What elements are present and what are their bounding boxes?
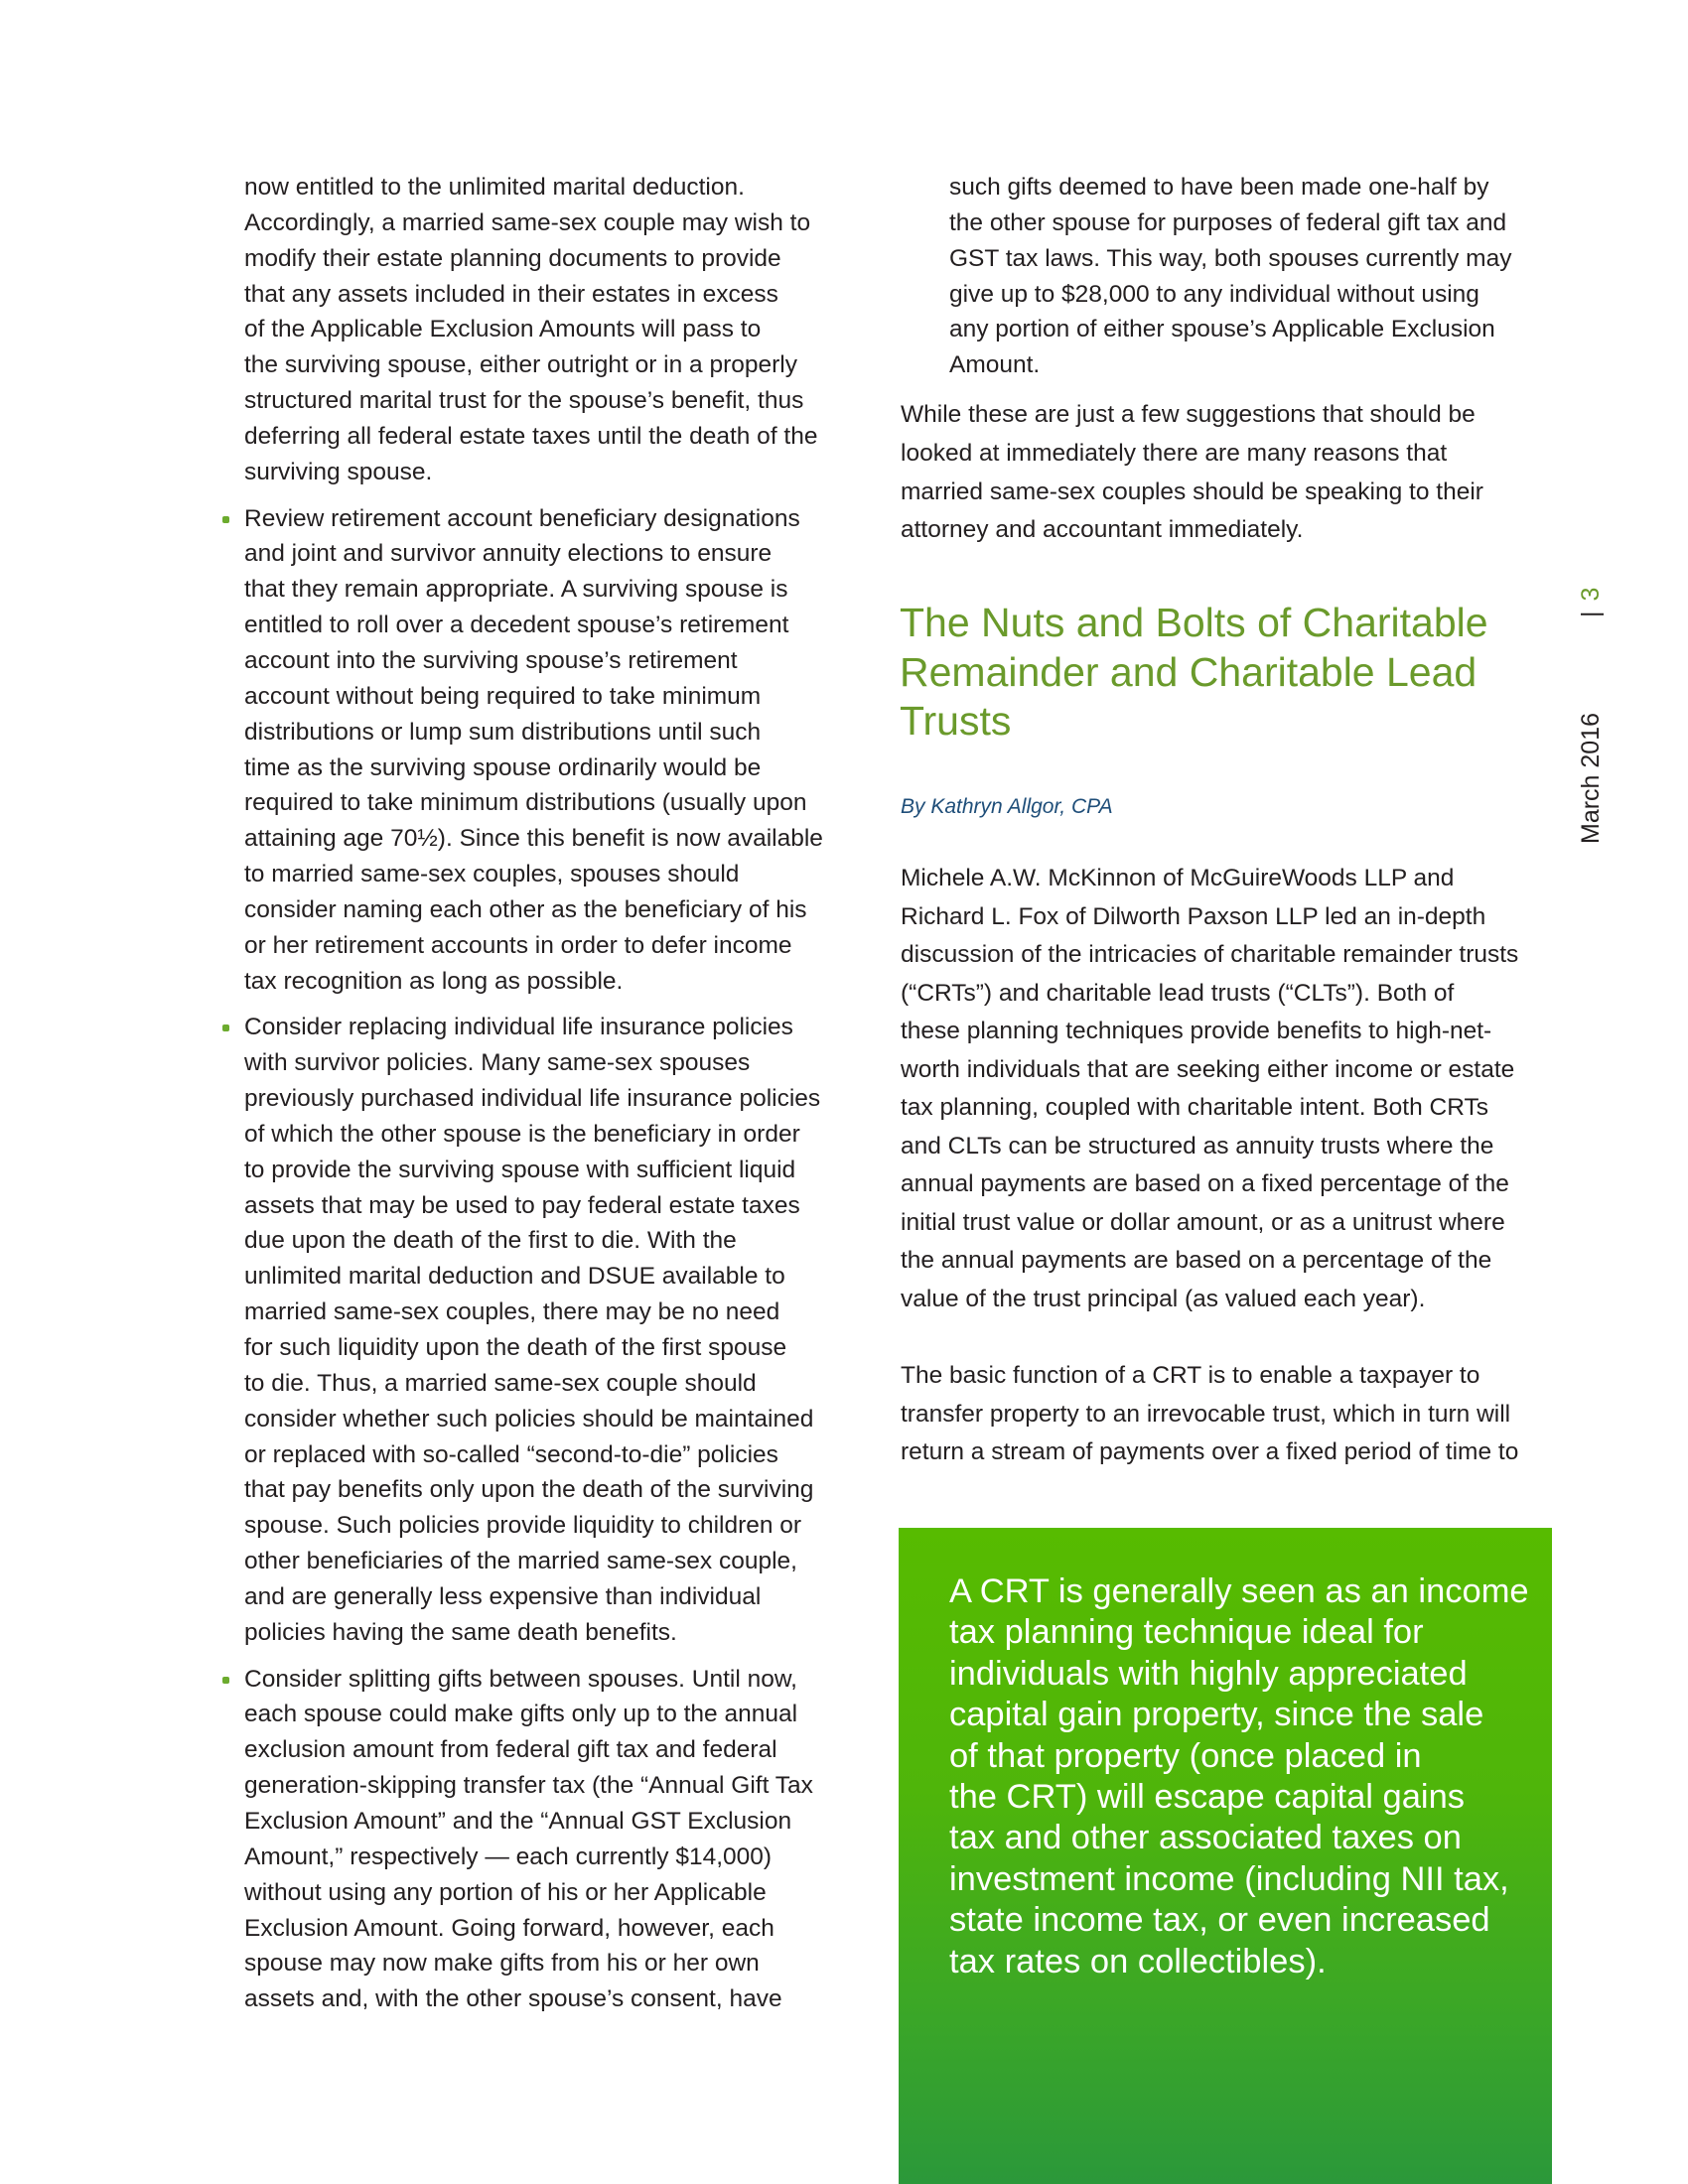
text-line: attaining age 70½). Since this benefit is now available — [244, 825, 823, 853]
text-line: tax planning, coupled with charitable intent. Both CRTs — [901, 1094, 1488, 1121]
text-line: Accordingly, a married same-sex couple may wish to — [244, 208, 811, 236]
text-line: The basic function of a CRT is to enable a taxpayer to — [901, 1362, 1480, 1389]
text-line: individuals with highly appreciated — [949, 1654, 1468, 1693]
text-line: worth individuals that are seeking either income or estate — [901, 1055, 1515, 1083]
text-line: (“CRTs”) and charitable lead trusts (“CLTs”). Both of — [901, 979, 1455, 1007]
byline: By Kathryn Allgor, CPA — [901, 795, 1113, 818]
article-title — [900, 599, 1488, 747]
text-line: transfer property to an irrevocable trust, which in turn will — [901, 1400, 1511, 1428]
bullet-icon — [222, 516, 229, 523]
text-line: tax rates on collectibles). — [949, 1942, 1327, 1980]
text-line: Exclusion Amount” and the “Annual GST Exclusion — [244, 1807, 792, 1835]
text-line: each spouse could make gifts only up to the annual — [244, 1701, 798, 1728]
text-line: without using any portion of his or her Applicable — [244, 1878, 767, 1906]
text-line: assets and, with the other spouse’s consent, have — [244, 1985, 782, 2013]
text-line: that any assets included in their estates in excess — [244, 280, 778, 308]
paragraph — [244, 170, 860, 490]
text-line: account without being required to take minimum — [244, 682, 762, 710]
text-line: the CRT) will escape capital gains — [949, 1778, 1466, 1817]
text-line: capital gain property, since the sale — [949, 1696, 1484, 1734]
text-line: Michele A.W. McKinnon of McGuireWoods LLP and — [901, 865, 1455, 891]
text-line: The Nuts and Bolts of Charitable — [900, 600, 1488, 645]
text-line: the other spouse for purposes of federal gift tax and — [949, 208, 1507, 236]
text-line: GST tax laws. This way, both spouses currently may — [949, 244, 1512, 272]
text-line: of which the other spouse is the beneficiary in order — [244, 1120, 800, 1148]
text-line: return a stream of payments over a fixed period of time to — [901, 1438, 1519, 1465]
text-line: Consider replacing individual life insurance policies — [244, 1014, 793, 1041]
separator: | — [1577, 611, 1605, 617]
pull-quote-text — [949, 1571, 1529, 1982]
text-line: annual payments are based on a fixed percentage of the — [901, 1170, 1509, 1197]
text-line: married same-sex couples, there may be no need — [244, 1298, 780, 1326]
text-line: consider whether such policies should be maintained — [244, 1405, 814, 1433]
text-line: Trusts — [900, 698, 1012, 744]
pull-quote-box — [899, 1528, 1552, 2184]
text-line: exclusion amount from federal gift tax and federal — [244, 1736, 777, 1764]
text-line: investment income (including NII tax, — [949, 1859, 1509, 1898]
text-line: for such liquidity upon the death of the first spouse — [244, 1334, 787, 1361]
text-line: value of the trust principal (as valued each year). — [901, 1285, 1426, 1312]
text-line: Richard L. Fox of Dilworth Paxson LLP led an in-depth — [901, 902, 1486, 930]
text-line: Review retirement account beneficiary designations — [244, 504, 800, 532]
text-line: tax recognition as long as possible. — [244, 967, 624, 995]
text-line: Exclusion Amount. Going forward, however, each — [244, 1914, 774, 1942]
text-line: the annual payments are based on a percentage of the — [901, 1247, 1492, 1274]
text-line: previously purchased individual life insurance policies — [244, 1085, 821, 1113]
text-line: tax planning technique ideal for — [949, 1613, 1424, 1652]
text-line: surviving spouse. — [244, 458, 433, 485]
bullet-item — [244, 1010, 860, 1650]
text-line: time as the surviving spouse ordinarily would be — [244, 753, 762, 781]
text-line: assets that may be used to pay federal estate taxes — [244, 1191, 800, 1219]
issue-date: March 2016 — [1577, 712, 1605, 844]
text-line: Remainder and Charitable Lead — [900, 648, 1477, 695]
text-line: now entitled to the unlimited marital deduction. — [244, 174, 745, 201]
text-line: While these are just a few suggestions that should be — [901, 401, 1476, 428]
text-line: account into the surviving spouse’s retirement — [244, 646, 738, 674]
text-line: to provide the surviving spouse with sufficient liquid — [244, 1156, 796, 1183]
article-paragraph-1 — [901, 860, 1518, 1318]
text-line: these planning techniques provide benefits to high-net- — [901, 1018, 1492, 1044]
text-line: spouse. Such policies provide liquidity to children or — [244, 1512, 802, 1540]
text-line: spouse may now make gifts from his or her own — [244, 1950, 760, 1978]
text-line: that they remain appropriate. A surviving spouse is — [244, 576, 788, 604]
text-line: looked at immediately there are many reasons that — [901, 439, 1448, 467]
text-line: give up to $28,000 to any individual without using — [949, 280, 1479, 308]
text-line: of the Applicable Exclusion Amounts will pass to — [244, 316, 762, 343]
text-line: with survivor policies. Many same-sex spouses — [244, 1049, 751, 1077]
text-line: or her retirement accounts in order to defer income — [244, 931, 792, 959]
text-line: other beneficiaries of the married same-sex couple, — [244, 1548, 797, 1575]
text-line: initial trust value or dollar amount, or as a unitrust where — [901, 1208, 1505, 1236]
text-line: entitled to roll over a decedent spouse’s retirement — [244, 612, 789, 639]
text-line: the surviving spouse, either outright or in a properly — [244, 351, 797, 379]
text-line: that pay benefits only upon the death of the surviving — [244, 1476, 814, 1504]
bullet-item — [244, 1662, 860, 2017]
text-line: unlimited marital deduction and DSUE available to — [244, 1263, 785, 1291]
text-line: tax and other associated taxes on — [949, 1819, 1462, 1857]
text-line: distributions or lump sum distributions until such — [244, 718, 762, 746]
text-line: A CRT is generally seen as an income — [949, 1572, 1529, 1610]
left-column — [244, 170, 860, 2028]
text-line: modify their estate planning documents to provide — [244, 244, 781, 272]
text-line: required to take minimum distributions (usually upon — [244, 789, 807, 817]
text-line: generation-skipping transfer tax (the “Annual Gift Tax — [244, 1772, 813, 1800]
text-line: structured marital trust for the spouse’s benefit, thus — [244, 387, 804, 415]
page-side-label — [1577, 588, 1606, 844]
text-line: and joint and survivor annuity elections to ensure — [244, 540, 773, 568]
text-line: policies having the same death benefits. — [244, 1618, 677, 1646]
closing-paragraph — [901, 396, 1483, 550]
text-line: discussion of the intricacies of charitable remainder trusts — [901, 941, 1519, 968]
text-line: and CLTs can be structured as annuity trusts where the — [901, 1132, 1494, 1160]
text-line: of that property (once placed in — [949, 1736, 1422, 1775]
text-line: married same-sex couples should be speaking to their — [901, 478, 1483, 505]
text-line: Amount,” respectively — each currently $14,000) — [244, 1843, 773, 1870]
text-line: to married same-sex couples, spouses should — [244, 861, 740, 888]
text-line: and are generally less expensive than individual — [244, 1582, 762, 1610]
bullet-icon — [222, 1024, 229, 1031]
text-line: such gifts deemed to have been made one-half by — [949, 174, 1489, 201]
text-line: any portion of either spouse’s Applicable Exclusion — [949, 316, 1495, 343]
article-paragraph-2 — [901, 1357, 1518, 1472]
text-line: deferring all federal estate taxes until the death of the — [244, 422, 818, 450]
gift-splitting-continuation — [949, 170, 1511, 383]
page-number: 3 — [1577, 587, 1605, 602]
text-line: state income tax, or even increased — [949, 1901, 1490, 1940]
text-line: Consider splitting gifts between spouses. Until now, — [244, 1665, 797, 1693]
text-line: consider naming each other as the beneficiary of his — [244, 895, 807, 923]
text-line: due upon the death of the first to die. With the — [244, 1227, 737, 1255]
bullet-icon — [222, 1677, 229, 1684]
text-line: or replaced with so-called “second-to-die” policies — [244, 1440, 778, 1468]
text-line: attorney and accountant immediately. — [901, 516, 1304, 544]
text-line: Amount. — [949, 351, 1041, 379]
bullet-item — [244, 501, 860, 1000]
text-line: to die. Thus, a married same-sex couple should — [244, 1369, 757, 1397]
